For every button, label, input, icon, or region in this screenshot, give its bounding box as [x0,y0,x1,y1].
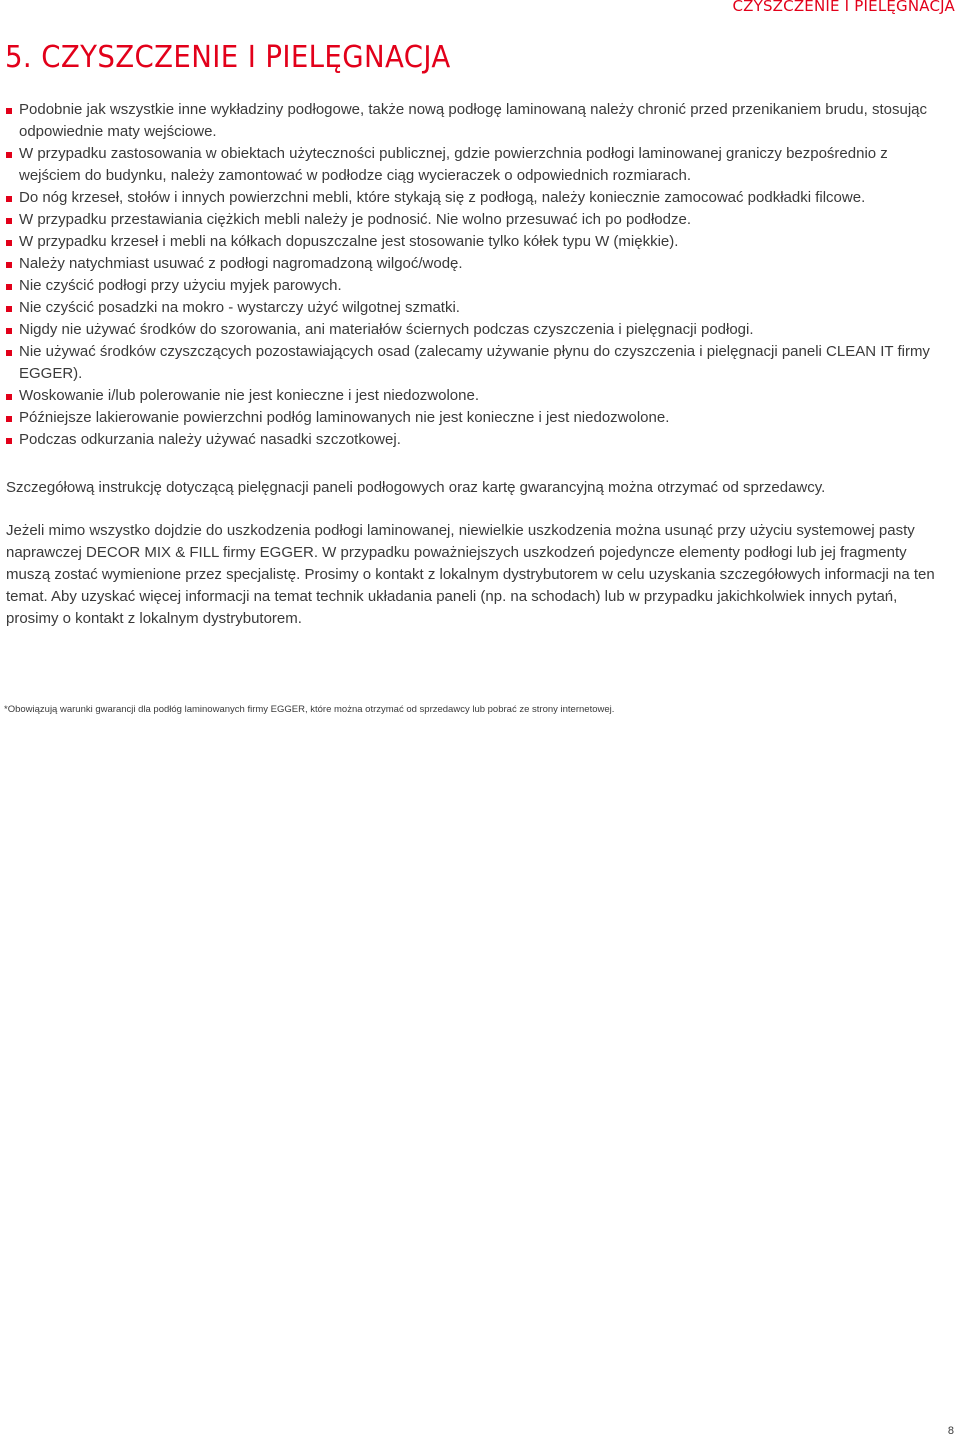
list-item-text: Do nóg krzeseł, stołów i innych powierzchni mebli, które stykają się z podłogą, należy koniecznie zamocować podkładki filcowe. [19,189,866,206]
list-item [6,319,950,341]
square-bullet-icon [6,108,12,114]
running-header: CZYSZCZENIE I PIELĘGNACJA [732,0,955,15]
list-item [6,275,950,297]
section-title: 5. CZYSZCZENIE I PIELĘGNACJA [5,40,451,75]
warranty-footnote: *Obowiązują warunki gwarancji dla podłóg laminowanych firmy EGGER, które można otrzymać od sprzedawcy lub pobrać ze strony internetowej. [4,704,615,715]
list-item [6,231,950,253]
square-bullet-icon [6,394,12,400]
square-bullet-icon [6,350,12,356]
list-item-text: W przypadku przestawiania ciężkich mebli należy je podnosić. Nie wolno przesuwać ich po podłodze. [19,211,692,228]
page-number: 8 [947,1425,954,1437]
square-bullet-icon [6,262,12,268]
list-item-text: Nigdy nie używać środków do szorowania, ani materiałów ściernych podczas czyszczenia i pielęgnacji podłogi. [19,321,754,338]
square-bullet-icon [6,306,12,312]
list-item [6,187,950,209]
care-instructions-paragraph: Szczegółową instrukcję dotyczącą pielęgnacji paneli podłogowych oraz kartę gwarancyjną można otrzymać od sprzedawcy. [6,479,826,496]
list-item-text: Nie używać środków czyszczących pozostawiających osad (zalecamy używanie płynu do czyszczenia i pielęgnacji paneli CLEAN IT firmy EGGER). [19,343,930,382]
list-item-text: Podobnie jak wszystkie inne wykładziny podłogowe, także nową podłogę laminowaną należy chronić przed przenikaniem brudu, stosując odpowiednie maty wejściowe. [19,101,928,140]
square-bullet-icon [6,438,12,444]
list-item-text: W przypadku krzeseł i mebli na kółkach dopuszczalne jest stosowanie tylko kółek typu W (miękkie). [19,233,679,250]
list-item [6,297,950,319]
list-item-text: W przypadku zastosowania w obiektach użyteczności publicznej, gdzie powierzchnia podłogi laminowanej graniczy bezpośrednio z wejściem do budynku, należy zamontować w podłodze ciąg wycieraczek o odpowiednich rozmiarach. [19,145,888,184]
square-bullet-icon [6,416,12,422]
square-bullet-icon [6,218,12,224]
list-item [6,209,950,231]
list-item [6,385,950,407]
list-item [6,143,950,187]
square-bullet-icon [6,328,12,334]
list-item-text: Należy natychmiast usuwać z podłogi nagromadzoną wilgoć/wodę. [19,255,463,272]
list-item [6,253,950,275]
list-item-text: Późniejsze lakierowanie powierzchni podłóg laminowanych nie jest konieczne i jest niedozwolone. [19,409,670,426]
square-bullet-icon [6,240,12,246]
square-bullet-icon [6,152,12,158]
list-item [6,407,950,429]
list-item-text: Woskowanie i/lub polerowanie nie jest konieczne i jest niedozwolone. [19,387,479,404]
list-item [6,99,950,143]
list-item-text: Podczas odkurzania należy używać nasadki szczotkowej. [19,431,401,448]
care-instructions-list [6,99,950,451]
square-bullet-icon [6,196,12,202]
square-bullet-icon [6,284,12,290]
list-item [6,341,950,385]
list-item-text: Nie czyścić podłogi przy użyciu myjek parowych. [19,277,342,294]
list-item-text: Nie czyścić posadzki na mokro - wystarczy użyć wilgotnej szmatki. [19,299,460,316]
list-item [6,429,950,451]
repair-info-paragraph: Jeżeli mimo wszystko dojdzie do uszkodzenia podłogi laminowanej, niewielkie uszkodzenia można usunąć przy użyciu systemowej pasty naprawczej DECOR MIX & FILL firmy EGGER. W przypadku poważniejszych uszkodzeń pojedyncze elementy podłogi lub jej fragmenty muszą zostać wymienione przez specjalistę. Prosimy o kontakt z lokalnym dystrybutorem w celu uzyskania szczegółowych informacji na ten temat. Aby uzyskać więcej informacji na temat technik układania paneli (np. na schodach) lub w przypadku jakichkolwiek innych pytań, prosimy o kontakt z lokalnym dystrybutorem. [6,522,935,627]
